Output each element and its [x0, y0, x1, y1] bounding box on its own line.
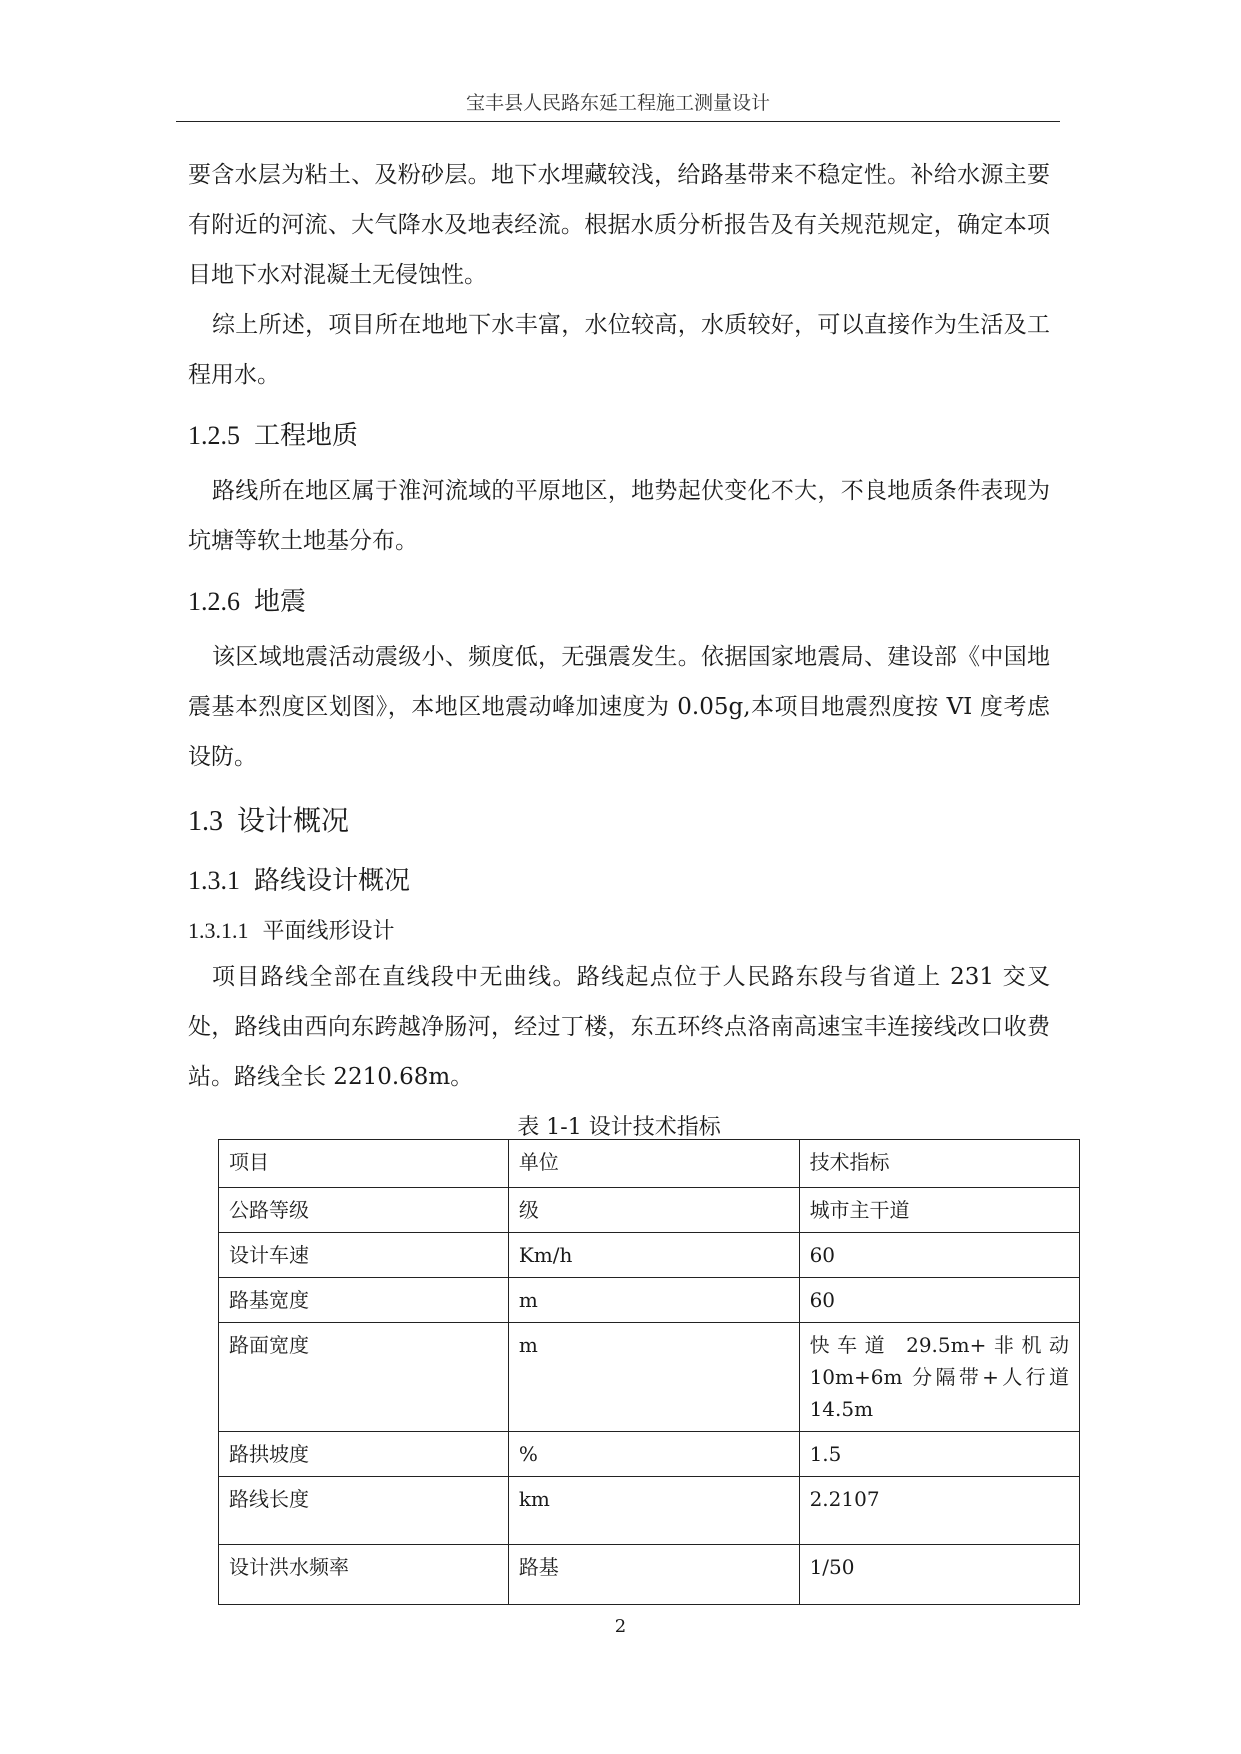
table-cell: 路拱坡度 [219, 1432, 509, 1477]
heading-design-overview [188, 798, 1050, 845]
table-cell: 60 [799, 1278, 1079, 1323]
heading-plane-alignment [188, 911, 1050, 952]
table-cell: 快车道 29.5m+非机动 10m+6m 分隔带+人行道 14.5m [799, 1323, 1079, 1432]
table-cell: 1/50 [799, 1545, 1079, 1605]
paragraph-earthquake: 该区域地震活动震级小、频度低，无强震发生。依据国家地震局、建设部《中国地震基本烈度区划图》，本地区地震动峰加速度为 0.05g,本项目地震烈度按 VI 度考虑设防。 [188, 644, 1050, 770]
table-cell: 设计洪水频率 [219, 1545, 509, 1605]
heading-earthquake [188, 580, 1050, 624]
table-cell: 1.5 [799, 1432, 1079, 1477]
heading-number: 1.3.1 [188, 866, 240, 895]
design-spec-table [218, 1139, 1080, 1605]
heading-text: 路线设计概况 [254, 866, 411, 896]
heading-text: 平面线形设计 [262, 919, 395, 944]
table-cell: 60 [799, 1233, 1079, 1278]
heading-text: 工程地质 [254, 421, 359, 451]
table-row [219, 1432, 1080, 1477]
paragraph-alignment: 项目路线全部在直线段中无曲线。路线起点位于人民路东段与省道上 231 交叉处，路线由西向东跨越净肠河，经过丁楼，东五环终点洛南高速宝丰连接线改口收费站。路线全长 2210.68m。 [188, 964, 1050, 1090]
table-cell: 路基 [508, 1545, 799, 1605]
table-header-cell: 单位 [508, 1140, 799, 1188]
table-cell: % [508, 1432, 799, 1477]
page-header: 宝丰县人民路东延工程施工测量设计 [176, 88, 1060, 122]
heading-text: 地震 [254, 587, 307, 617]
table-cell: 城市主干道 [799, 1188, 1079, 1233]
table-header-cell: 项目 [219, 1140, 509, 1188]
table-cell: m [508, 1323, 799, 1432]
table-row [219, 1233, 1080, 1278]
table-row [219, 1188, 1080, 1233]
table-cell: 路面宽度 [219, 1323, 509, 1432]
heading-number: 1.3.1.1 [188, 918, 249, 943]
table-header-row [219, 1140, 1080, 1188]
table-cell: 路线长度 [219, 1477, 509, 1545]
main-content [188, 150, 1050, 1162]
paragraph-groundwater: 要含水层为粘土、及粉砂层。地下水埋藏较浅，给路基带来不稳定性。补给水源主要有附近的河流、大气降水及地表经流。根据水质分析报告及有关规范规定，确定本项目地下水对混凝土无侵蚀性。 [188, 162, 1050, 288]
paragraph-geology: 路线所在地区属于淮河流域的平原地区，地势起伏变化不大，不良地质条件表现为坑塘等软土地基分布。 [188, 478, 1050, 554]
table-row [219, 1545, 1080, 1605]
table-header-cell: 技术指标 [799, 1140, 1079, 1188]
table-row [219, 1278, 1080, 1323]
heading-route-design [188, 859, 1050, 903]
table-cell: Km/h [508, 1233, 799, 1278]
table-cell: m [508, 1278, 799, 1323]
table-cell: 公路等级 [219, 1188, 509, 1233]
heading-number: 1.3 [188, 806, 223, 837]
paragraph-summary: 综上所述，项目所在地地下水丰富，水位较高，水质较好，可以直接作为生活及工程用水。 [188, 312, 1050, 388]
table-cell: 级 [508, 1188, 799, 1233]
heading-number: 1.2.6 [188, 587, 240, 616]
table-caption: 表 1-1 设计技术指标 [517, 1115, 721, 1140]
table-cell: 路基宽度 [219, 1278, 509, 1323]
table-cell: 设计车速 [219, 1233, 509, 1278]
table-cell: 2.2107 [799, 1477, 1079, 1545]
table-cell: km [508, 1477, 799, 1545]
heading-text: 设计概况 [237, 804, 350, 837]
heading-engineering-geology [188, 414, 1050, 458]
heading-number: 1.2.5 [188, 421, 240, 450]
table-row [219, 1323, 1080, 1432]
page-number: 2 [614, 1616, 627, 1637]
table-row [219, 1477, 1080, 1545]
